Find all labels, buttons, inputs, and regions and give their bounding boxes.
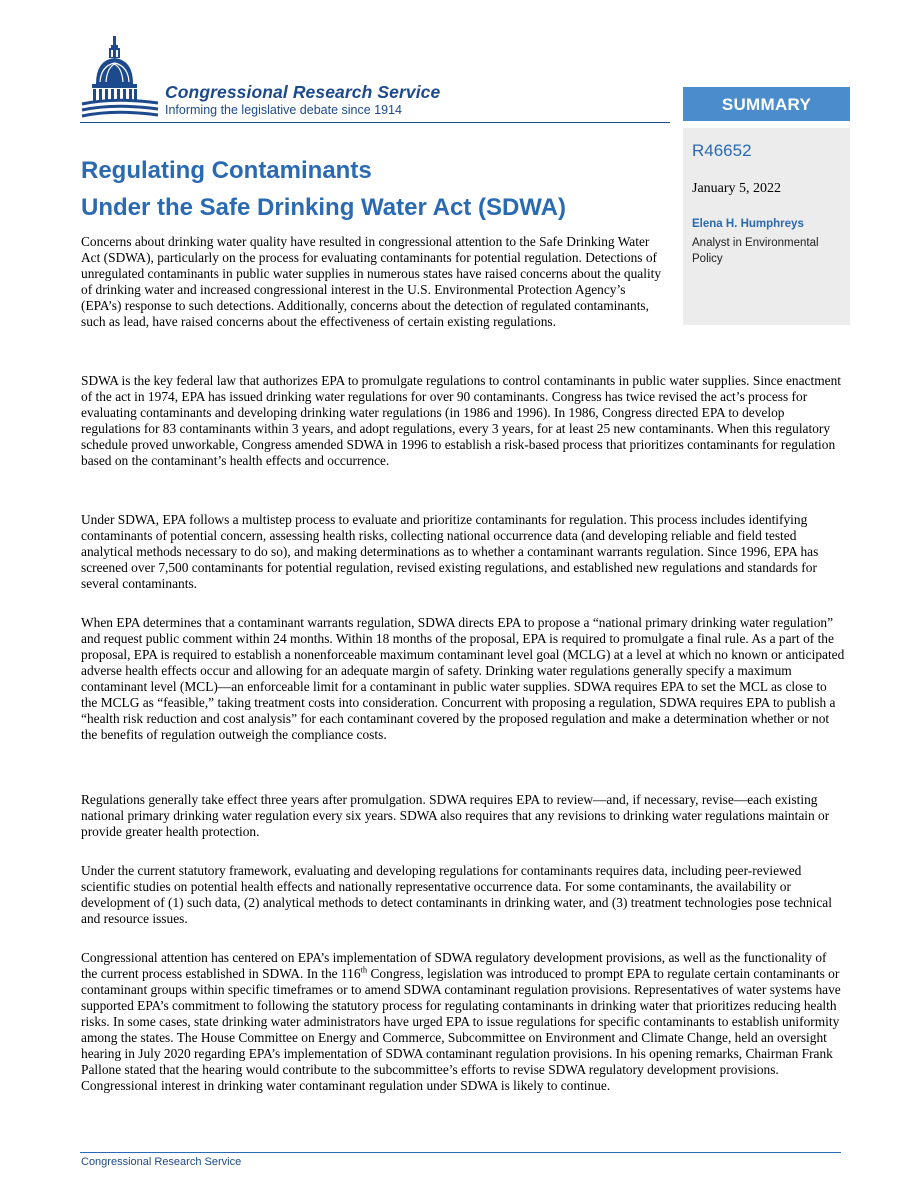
body-paragraph-3: Under SDWA, EPA follows a multistep process to evaluate and prioritize contaminants for regulation. This process includes identifying contaminants of potential concern, assessing health risks, collecting national occurrence data (and developing reliable and field tested analytical methods necessary to do so), and making determinations as to whether a contaminant warrants regulation. Since 1996, EPA has screened over 7,500 contaminants for potential regulation, revised existing regulations, and established new regulations and standards for several contaminants. bbox=[81, 512, 819, 591]
report-title bbox=[81, 152, 671, 226]
p7-superscript: th bbox=[360, 964, 368, 975]
report-date: January 5, 2022 bbox=[692, 181, 782, 196]
body-paragraph-7 bbox=[81, 950, 846, 1094]
org-name: Congressional Research Service bbox=[165, 82, 441, 102]
body-paragraph-5: Regulations generally take effect three years after promulgation. SDWA requires EPA to review—and, if necessary, revise—each existing national primary drinking water regulation every six years. SDWA also requires that any revisions to drinking water regulations maintain or provide greater health protection. bbox=[81, 792, 830, 839]
summary-tab: SUMMARY bbox=[683, 87, 850, 121]
crs-logo[interactable] bbox=[80, 34, 480, 124]
body-paragraph-4: When EPA determines that a contaminant warrants regulation, SDWA directs EPA to propose a “national primary drinking water regulation” and request public comment within 24 months. Within 18 months of the proposal, EPA is required to promulgate a final rule. As a part of the proposal, EPA is required to establish a nonenforceable maximum contaminant level goal (MCLG) at a level at which no known or anticipated adverse health effects occur and allowing for an adequate margin of safety. Drinking water regulations generally specify a maximum contaminant level (MCL)—an enforceable limit for a contaminant in public water supplies. SDWA requires EPA to set the MCL as close to the MCLG as “feasible,” taking treatment costs into consideration. Concurrent with proposing a regulation, SDWA requires EPA to publish a “health risk reduction and cost analysis” for each contaminant covered by the proposed regulation and make a determination whether or not the benefits of regulation outweigh the compliance costs. bbox=[81, 615, 845, 742]
p7-text-a: Congressional attention has centered on EPA’s implementation of SDWA regulatory development provisions, as well as the functionality of the current process established in SDWA. In the 116 bbox=[81, 950, 827, 981]
summary-sidebar bbox=[683, 128, 850, 325]
org-tagline: Informing the legislative debate since 1914 bbox=[165, 103, 402, 117]
body-paragraph-2: SDWA is the key federal law that authorizes EPA to promulgate regulations to control contaminants in public water supplies. Since enactment of the act in 1974, EPA has issued drinking water regulations for over 90 contaminants. Congress has twice revised the act’s process for evaluating contaminants and developing drinking water regulations (in 1986 and 1996). In 1986, Congress directed EPA to develop regulations for 83 contaminants within 3 years, and adopt regulations, every 3 years, for at least 25 new contaminants. When this regulatory schedule proved unworkable, Congress amended SDWA in 1996 to establish a risk-based process that prioritizes contaminants for regulation based on the contaminant’s health effects and occurrence. bbox=[81, 373, 841, 468]
footer-text: Congressional Research Service bbox=[81, 1156, 242, 1168]
header-divider bbox=[80, 122, 670, 123]
body-paragraph-1: Concerns about drinking water quality have resulted in congressional attention to the Safe Drinking Water Act (SDWA), particularly on the process for evaluating contaminants for potential regulation. Detections of unregulated contaminants in public water supplies in numerous states have raised concerns about the quality of drinking water and increased congressional interest in the U.S. Environmental Protection Agency’s (EPA’s) response to such detections. Additionally, concerns about the detection of regulated contaminants, such as lead, have raised concerns about the effectiveness of certain existing regulations. bbox=[81, 234, 662, 329]
title-line-2: Under the Safe Drinking Water Act (SDWA) bbox=[81, 194, 566, 221]
author-name: Elena H. Humphreys bbox=[692, 218, 804, 230]
p7-text-b: Congress, legislation was introduced to prompt EPA to regulate certain contaminants or contaminant groups within specific timeframes or to amend SDWA contaminant regulation provisions. Representatives of water systems have supported EPA’s commitment to following the statutory process for regulating contaminants in drinking water that prioritizes reducing health risks. In some cases, state drinking water administrators have urged EPA to issue regulations for specific contaminants to establish uniformity among the states. The House Committee on Energy and Commerce, Subcommittee on Environment and Climate Change, held an oversight hearing in July 2020 regarding EPA’s implementation of SDWA contaminant regulation provisions. In his opening remarks, Chairman Frank Pallone stated that the hearing would contribute to the subcommittee’s efforts to revise SDWA regulatory development provisions. Congressional interest in drinking water contaminant regulation under SDWA is likely to continue. bbox=[81, 966, 841, 1093]
report-number: R46652 bbox=[692, 141, 752, 160]
author-title: Analyst in Environmental Policy bbox=[692, 237, 819, 265]
title-line-1: Regulating Contaminants bbox=[81, 157, 372, 184]
body-paragraph-6: Under the current statutory framework, evaluating and developing regulations for contaminants requires data, including peer-reviewed scientific studies on potential health effects and nationally representative occurrence data. For some contaminants, the availability or development of (1) such data, (2) analytical methods to detect contaminants in drinking water, and (3) treatment technologies pose technical and resource issues. bbox=[81, 863, 832, 926]
capitol-dome-icon bbox=[80, 34, 160, 124]
footer-divider bbox=[80, 1152, 841, 1153]
